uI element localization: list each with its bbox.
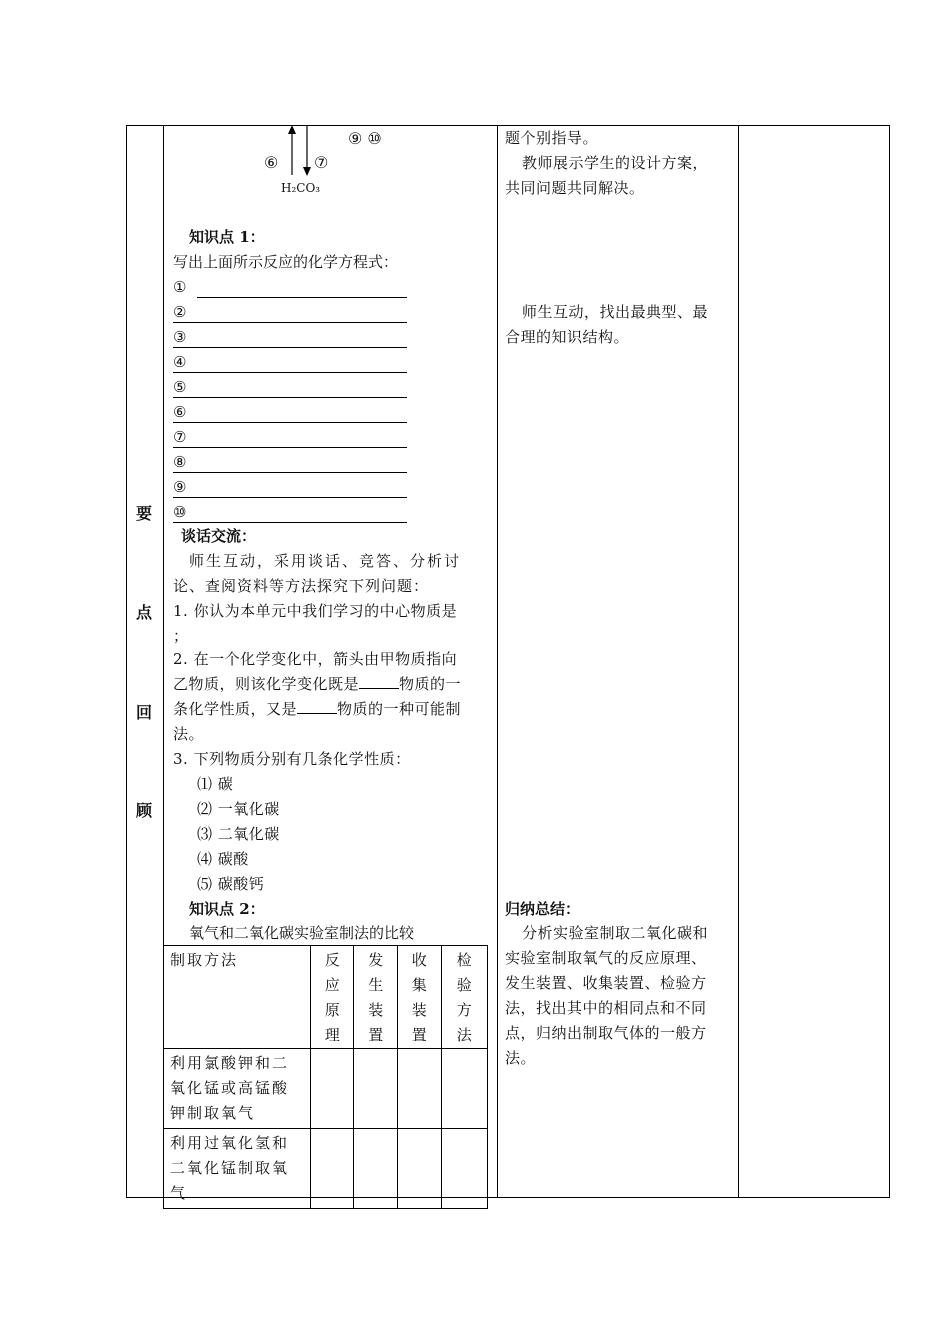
side-label-char-4: 顾 (136, 801, 153, 820)
method-cell: 利用氯酸钾和二 氧化锰或高锰酸 钾制取氧气 (164, 1049, 311, 1129)
kp2-subtitle: 氧气和二氧化碳实验室制法的比较 (189, 924, 415, 942)
equation-line (173, 300, 408, 325)
column-divider-3 (738, 125, 739, 1198)
question-2-line1: 2. 在一个化学变化中，箭头由甲物质指向 (173, 650, 458, 668)
equation-number: ⑦ (173, 428, 187, 446)
question-1-line1: 1. 你认为本单元中我们学习的中心物质是 (173, 602, 458, 620)
teacher-note-3-line1: 师生互动，找出最典型、最 (522, 303, 709, 321)
teacher-note-2-line1: 教师展示学生的设计方案， (522, 154, 709, 172)
equation-line (173, 375, 408, 400)
equation-line (173, 500, 408, 525)
substance-item: ⑷ 碳酸 (197, 850, 249, 868)
equation-line (173, 475, 408, 500)
header-test-method: 检 验 方 法 (441, 946, 488, 1049)
equation-line (173, 350, 408, 375)
equation-number: ④ (173, 353, 187, 371)
question-2-line2 (173, 672, 461, 697)
answer-cell[interactable] (354, 1049, 398, 1129)
teacher-note-1: 题个别指导。 (505, 129, 599, 147)
equation-number: ⑥ (173, 403, 187, 421)
side-label-char-2: 点 (136, 603, 153, 622)
summary-line: 点，归纳出制取气体的一般方 (505, 1024, 707, 1042)
talk-intro-line2: 论、查阅资料等方法探究下列问题： (173, 577, 430, 595)
substance-item: ⑸ 碳酸钙 (197, 875, 265, 893)
teacher-note-3-line2: 合理的知识结构。 (505, 328, 630, 346)
question-1-line2: ； (173, 627, 189, 645)
substance-item: ⑶ 二氧化碳 (197, 825, 280, 843)
summary-line: 分析实验室制取二氧化碳和 (522, 924, 709, 942)
equation-number: ② (173, 303, 187, 321)
answer-cell[interactable] (310, 1129, 354, 1209)
diagram-label-6: ⑥ (264, 153, 279, 172)
summary-line: 发生装置、收集装置、检验方 (505, 974, 707, 992)
header-generation-apparatus: 发 生 装 置 (354, 946, 398, 1049)
column-divider-2 (497, 125, 498, 1198)
equation-number: ⑤ (173, 378, 187, 396)
header-reaction-principle: 反 应 原 理 (310, 946, 354, 1049)
side-label-char-1: 要 (136, 504, 153, 523)
diagram-formula-h2co3: H₂CO₃ (281, 181, 321, 195)
equation-line (173, 325, 408, 350)
kp2-title: 知识点 2： (189, 900, 265, 918)
answer-cell[interactable] (397, 1049, 441, 1129)
equation-line (173, 425, 408, 450)
summary-title: 归纳总结： (505, 900, 581, 918)
equation-number: ⑩ (173, 503, 187, 521)
question-2-line4: 法。 (173, 725, 205, 743)
answer-blank[interactable] (297, 699, 337, 714)
answer-cell[interactable] (441, 1049, 488, 1129)
equation-number: ⑨ (173, 478, 187, 496)
table-row (164, 1049, 488, 1129)
equation-number: ③ (173, 328, 187, 346)
question-2-text: 条化学性质，又是 (173, 700, 298, 718)
teacher-note-2-line2: 共同问题共同解决。 (505, 179, 645, 197)
question-2-line3 (173, 697, 461, 722)
question-3: 3. 下列物质分别有几条化学性质： (173, 750, 411, 768)
summary-line: 法。 (505, 1049, 537, 1067)
question-2-text: 物质的一种可能制 (337, 700, 462, 718)
answer-cell[interactable] (354, 1129, 398, 1209)
substance-item: ⑴ 碳 (197, 775, 234, 793)
equation-line (173, 275, 408, 300)
equation-number: ① (173, 278, 187, 296)
equation-line (173, 450, 408, 475)
equation-number: ⑧ (173, 453, 187, 471)
kp1-prompt: 写出上面所示反应的化学方程式： (173, 253, 399, 271)
diagram-label-7: ⑦ (314, 153, 329, 172)
header-collection-apparatus: 收 集 装 置 (397, 946, 441, 1049)
answer-cell[interactable] (397, 1129, 441, 1209)
header-method: 制取方法 (164, 946, 311, 1049)
kp1-title: 知识点 1： (189, 228, 265, 246)
side-label-char-3: 回 (136, 703, 153, 722)
answer-cell[interactable] (310, 1049, 354, 1129)
method-cell: 利用过氧化氢和 二氧化锰制取氧 气 (164, 1129, 311, 1209)
answer-blank[interactable] (359, 674, 399, 689)
diagram-label-9-10: ⑨ ⑩ (348, 129, 382, 148)
talk-title: 谈话交流： (181, 527, 257, 545)
substance-item: ⑵ 一氧化碳 (197, 800, 280, 818)
talk-intro-line1: 师生互动，采用谈话、竞答、分析讨 (189, 552, 462, 570)
question-2-text: 乙物质，则该化学变化既是 (173, 675, 360, 693)
answer-cell[interactable] (441, 1129, 488, 1209)
summary-line: 法，找出其中的相同点和不同 (505, 999, 707, 1017)
equation-line (173, 400, 408, 425)
question-2-text: 物质的一 (399, 675, 462, 693)
summary-line: 实验室制取氧气的反应原理、 (505, 949, 707, 967)
table-header-row (164, 946, 488, 1049)
comparison-table (163, 945, 488, 1209)
table-row (164, 1129, 488, 1209)
